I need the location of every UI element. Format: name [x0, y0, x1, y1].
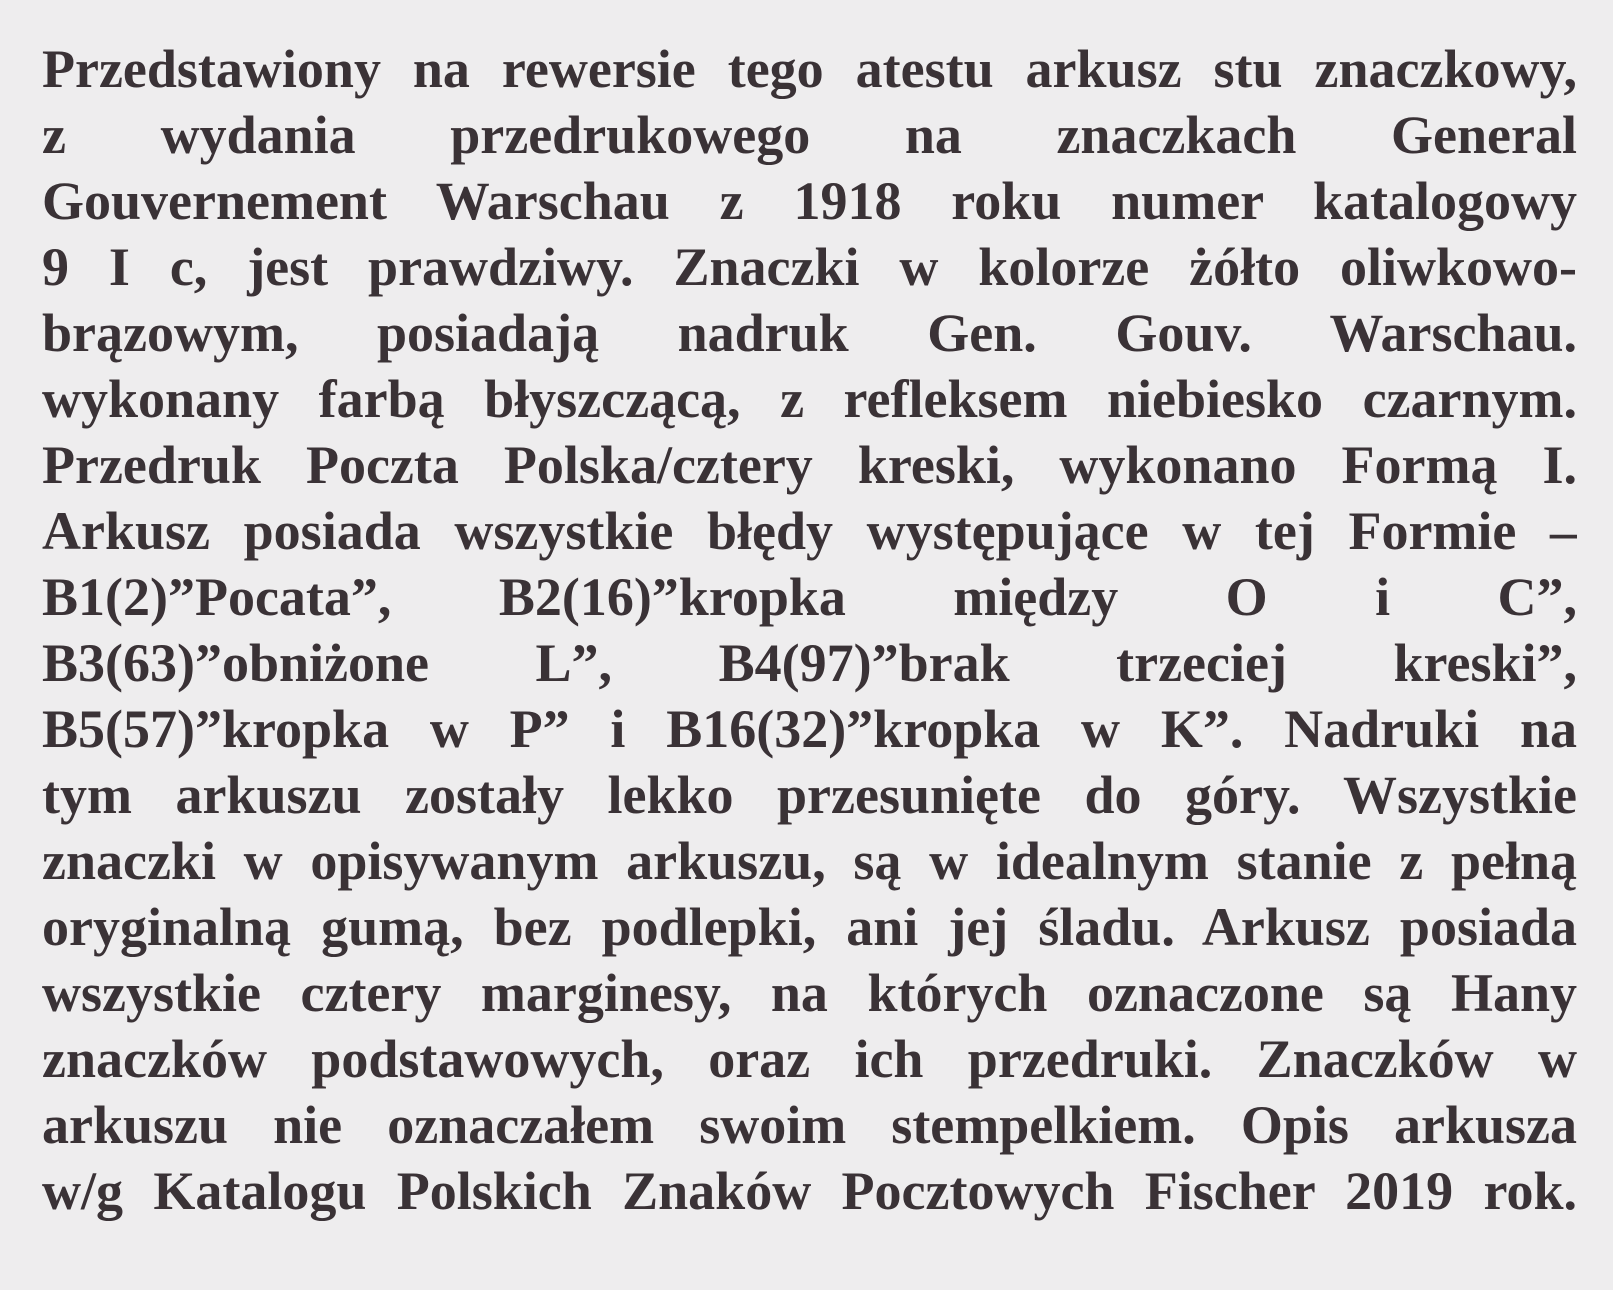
text-line: Gouvernement Warschau z 1918 roku numer katalogowy: [42, 171, 1577, 231]
text-line: 9 I c, jest prawdziwy. Znaczki w kolorze żółto oliwkowo-: [42, 237, 1577, 297]
text-line: tym arkuszu zostały lekko przesunięte do góry. Wszystkie: [42, 765, 1577, 825]
text-line: wykonany farbą błyszczącą, z refleksem niebiesko czarnym.: [42, 369, 1577, 429]
text-line: B5(57)”kropka w P” i B16(32)”kropka w K”. Nadruki na: [42, 699, 1577, 759]
text-line: oryginalną gumą, bez podlepki, ani jej śladu. Arkusz posiada: [42, 897, 1577, 957]
text-line: z wydania przedrukowego na znaczkach General: [42, 105, 1577, 165]
text-line: brązowym, posiadają nadruk Gen. Gouv. Warschau.: [42, 303, 1577, 363]
text-line: B3(63)”obniżone L”, B4(97)”brak trzeciej kreski”,: [42, 633, 1577, 693]
text-line: znaczków podstawowych, oraz ich przedruki. Znaczków w: [42, 1029, 1577, 1089]
text-line: znaczki w opisywanym arkuszu, są w idealnym stanie z pełną: [42, 831, 1577, 891]
text-line: w/g Katalogu Polskich Znaków Pocztowych Fischer 2019 rok.: [42, 1161, 1577, 1221]
text-line: arkuszu nie oznaczałem swoim stempelkiem. Opis arkusza: [42, 1095, 1577, 1155]
certificate-text: [42, 36, 1577, 1224]
text-line: wszystkie cztery marginesy, na których oznaczone są Hany: [42, 963, 1577, 1023]
text-line: Przedstawiony na rewersie tego atestu arkusz stu znaczkowy,: [42, 39, 1577, 99]
text-line: B1(2)”Pocata”, B2(16)”kropka między O i C”,: [42, 567, 1577, 627]
text-line: Arkusz posiada wszystkie błędy występujące w tej Formie –: [42, 501, 1577, 561]
text-line: Przedruk Poczta Polska/cztery kreski, wykonano Formą I.: [42, 435, 1577, 495]
